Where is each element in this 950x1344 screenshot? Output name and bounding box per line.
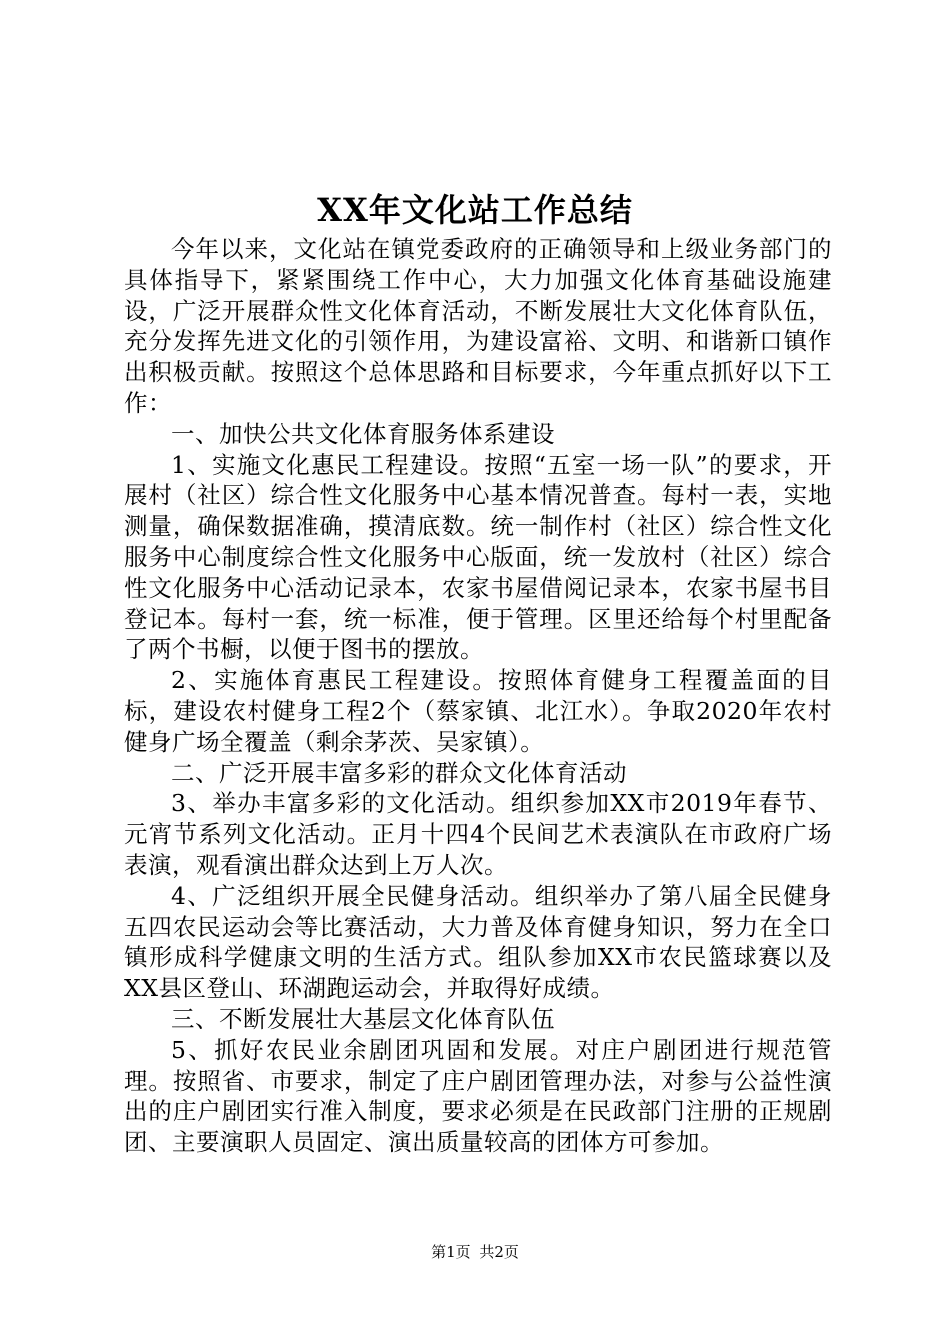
page-total: 共2页 [479,1243,519,1261]
section-heading-2: 二、广泛开展丰富多彩的群众文化体育活动 [171,758,627,787]
item-paragraph-4: 4、广泛组织开展全民健身活动。组织举办了第八届全民健身五四农民运动会等比赛活动，大力普及体育健身知识，努力在全口镇形成科学健康文明的生活方式。组队参加XX市农民篮球赛以及XX县区登山、环湖跑运动会，并取得好成绩。 [124,881,832,1003]
item-paragraph-2: 2、实施体育惠民工程建设。按照体育健身工程覆盖面的目标，建设农村健身工程2个（蔡家镇、北江水）。争取2020年农村健身广场全覆盖（剩余茅茨、吴家镇）。 [124,666,832,756]
intro-paragraph: 今年以来，文化站在镇党委政府的正确领导和上级业务部门的具体指导下，紧紧围绕工作中心，大力加强文化体育基础设施建设，广泛开展群众性文化体育活动，不断发展壮大文化体育队伍，充分发挥先进文化的引领作用，为建设富裕、文明、和谐新口镇作出积极贡献。按照这个总体思路和目标要求，今年重点抓好以下工作： [124,235,832,417]
document-title: XX年文化站工作总结 [317,191,633,229]
page-footer [0,1242,950,1262]
section-heading-3: 三、不断发展壮大基层文化体育队伍 [171,1004,555,1033]
item-paragraph-3: 3、举办丰富多彩的文化活动。组织参加XX市2019年春节、元宵节系列文化活动。正月十四4个民间艺术表演队在市政府广场表演，观看演出群众达到上万人次。 [124,789,832,879]
document-body [124,234,832,1158]
page-number: 第1页 [431,1243,471,1261]
item-paragraph-1: 1、实施文化惠民工程建设。按照“五室一场一队”的要求，开展村（社区）综合性文化服务中心基本情况普查。每村一表，实地测量，确保数据准确，摸清底数。统一制作村（社区）综合性文化服务中心制度综合性文化服务中心版面，统一发放村（社区）综合性文化服务中心活动记录本，农家书屋借阅记录本，农家书屋书目登记本。每村一套，统一标准，便于管理。区里还给每个村里配备了两个书橱，以便于图书的摆放。 [124,450,832,664]
section-heading-1: 一、加快公共文化体育服务体系建设 [171,419,555,448]
item-paragraph-5: 5、抓好农民业余剧团巩固和发展。对庄户剧团进行规范管理。按照省、市要求，制定了庄户剧团管理办法，对参与公益性演出的庄户剧团实行准入制度，要求必须是在民政部门注册的正规剧团、主要演职人员固定、演出质量较高的团体方可参加。 [124,1035,832,1157]
